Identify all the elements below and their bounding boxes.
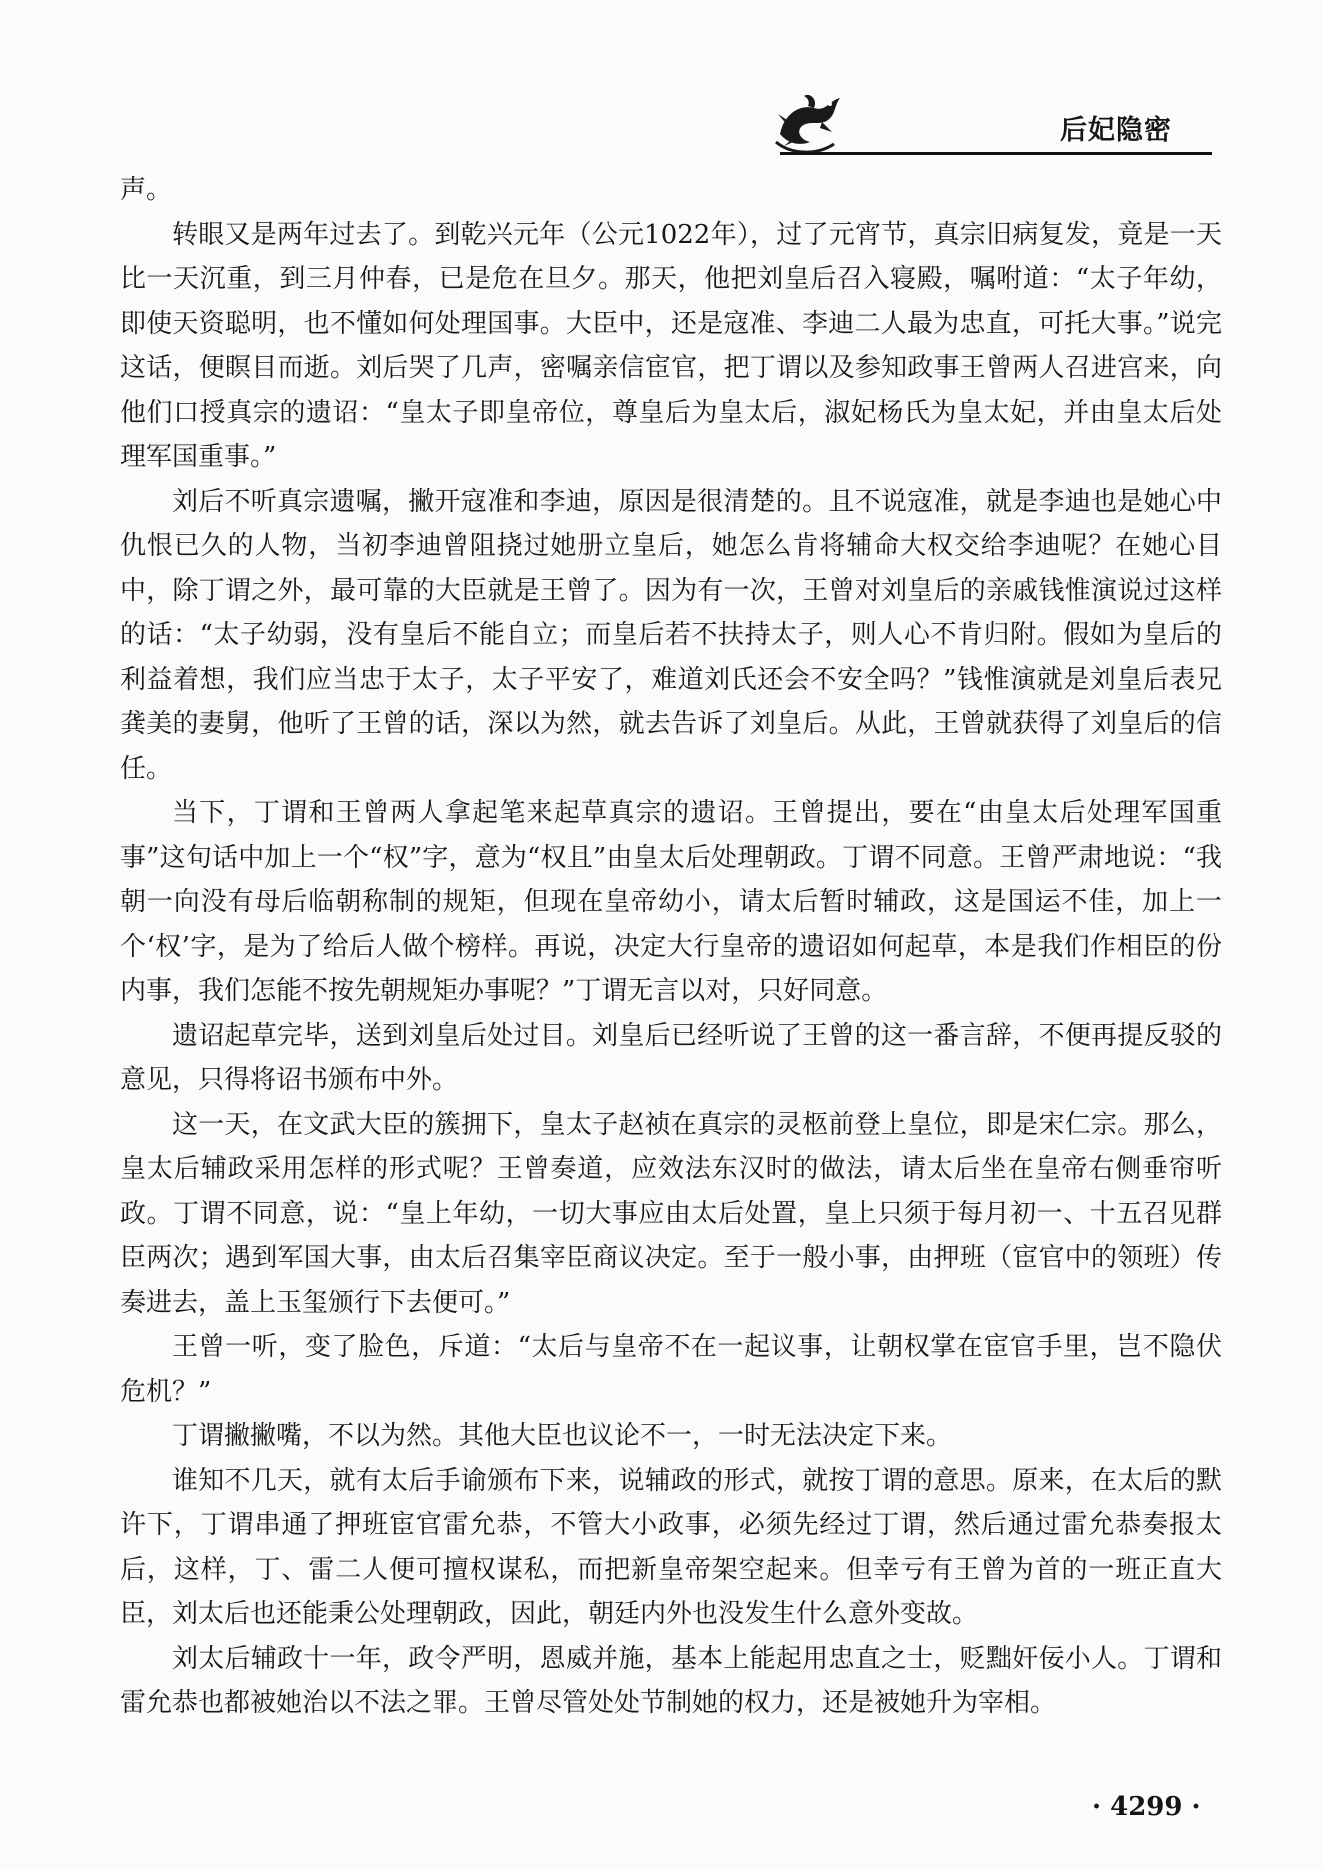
paragraph: 遗诏起草完毕，送到刘皇后处过目。刘皇后已经听说了王曾的这一番言辞，不便再提反驳的意见，只得将诏书颁布中外。	[120, 1020, 1222, 1095]
paragraph: 声。	[120, 175, 173, 205]
paragraph: 转眼又是两年过去了。到乾兴元年（公元1022年），过了元宵节，真宗旧病复发，竟是一天比一天沉重，到三月仲春，已是危在旦夕。那天，他把刘皇后召入寝殿，嘱咐道：“太子年幼，即使天资聪明，也不懂如何处理国事。大臣中，还是寇准、李迪二人最为忠直，可托大事。”说完这话，便瞑目而逝。刘后哭了几声，密嘱亲信宦官，把丁谓以及参知政事王曾两人召进宫来，向他们口授真宗的遗诏：“皇太子即皇帝位，尊皇后为皇太后，淑妃杨氏为皇太妃，并由皇太后处理军国重事。”	[120, 219, 1222, 472]
paragraph: 这一天，在文武大臣的簇拥下，皇太子赵祯在真宗的灵柩前登上皇位，即是宋仁宗。那么，皇太后辅政采用怎样的形式呢？王曾奏道，应效法东汉时的做法，请太后坐在皇帝右侧垂帘听政。丁谓不同意，说：“皇上年幼，一切大事应由太后处置，皇上只须于每月初一、十五召见群臣两次；遇到军国大事，由太后召集宰臣商议决定。至于一般小事，由押班（宦官中的领班）传奏进去，盖上玉玺颁行下去便可。”	[120, 1109, 1222, 1318]
running-title: 后妃隐密	[1060, 115, 1172, 146]
page-number: · 4299 ·	[1092, 1792, 1201, 1822]
paragraph: 谁知不几天，就有太后手谕颁布下来，说辅政的形式，就按丁谓的意思。原来，在太后的默许下，丁谓串通了押班宦官雷允恭，不管大小政事，必须先经过丁谓，然后通过雷允恭奏报太后，这样，丁、雷二人便可擅权谋私，而把新皇帝架空起来。但幸亏有王曾为首的一班正直大臣，刘太后也还能秉公处理朝政，因此，朝廷内外也没发生什么意外变故。	[120, 1465, 1222, 1629]
paragraph: 刘后不听真宗遗嘱，撇开寇准和李迪，原因是很清楚的。且不说寇准，就是李迪也是她心中仇恨已久的人物，当初李迪曾阻挠过她册立皇后，她怎么肯将辅命大权交给李迪呢？在她心目中，除丁谓之外，最可靠的大臣就是王曾了。因为有一次，王曾对刘皇后的亲戚钱惟演说过这样的话：“太子幼弱，没有皇后不能自立；而皇后若不扶持太子，则人心不肯归附。假如为皇后的利益着想，我们应当忠于太子，太子平安了，难道刘氏还会不安全吗？”钱惟演就是刘皇后表兄龚美的妻舅，他听了王曾的话，深以为然，就去告诉了刘皇后。从此，王曾就获得了刘皇后的信任。	[120, 486, 1222, 784]
header-divider	[780, 152, 1212, 155]
paragraph: 当下，丁谓和王曾两人拿起笔来起草真宗的遗诏。王曾提出，要在“由皇太后处理军国重事”这句话中加上一个“权”字，意为“权且”由皇太后处理朝政。丁谓不同意。王曾严肃地说：“我朝一向没有母后临朝称制的规矩，但现在皇帝幼小，请太后暂时辅政，这是国运不佳，加上一个‘权’字，是为了给后人做个榜样。再说，决定大行皇帝的遗诏如何起草，本是我们作相臣的份内事，我们怎能不按先朝规矩办事呢？”丁谓无言以对，只好同意。	[120, 798, 1222, 1006]
paragraph: 刘太后辅政十一年，政令严明，恩威并施，基本上能起用忠直之士，贬黜奸佞小人。丁谓和雷允恭也都被她治以不法之罪。王曾尽管处处节制她的权力，还是被她升为宰相。	[120, 1643, 1222, 1718]
body-text	[120, 168, 1222, 1726]
paragraph: 王曾一听，变了脸色，斥道：“太后与皇帝不在一起议事，让朝权掌在宦官手里，岂不隐伏危机？”	[120, 1332, 1222, 1407]
paragraph: 丁谓撇撇嘴，不以为然。其他大臣也议论不一，一时无法决定下来。	[172, 1421, 953, 1451]
dragon-logo-icon	[770, 84, 846, 160]
